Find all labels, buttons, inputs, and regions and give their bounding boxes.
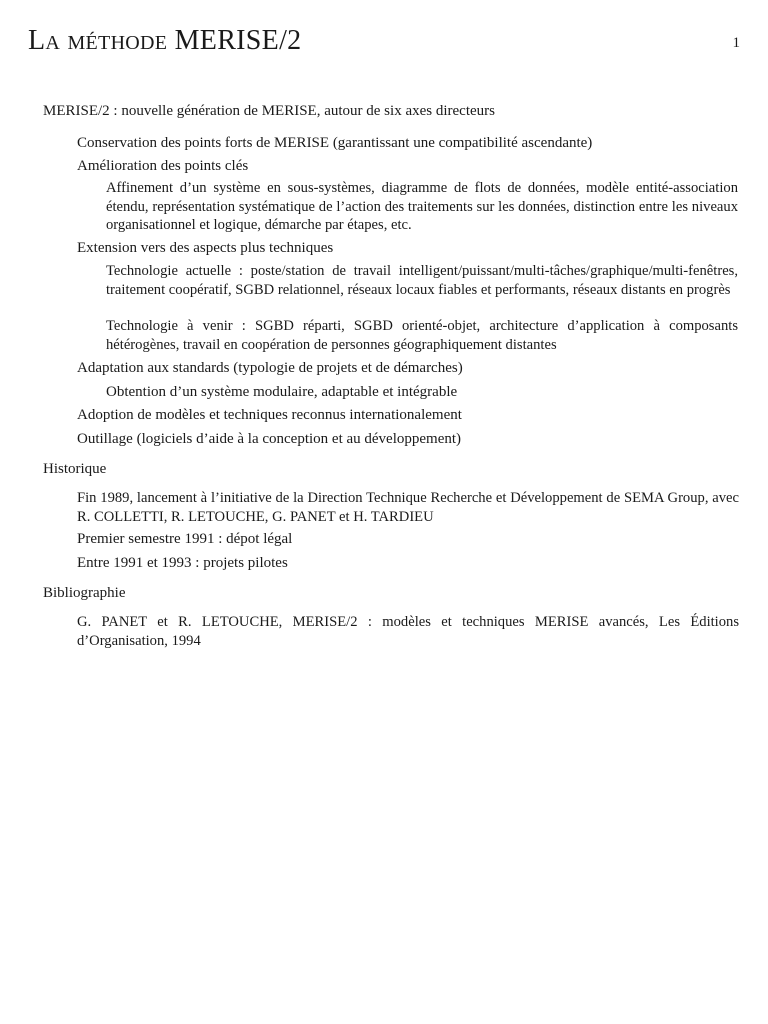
list-item: Entre 1991 et 1993 : projets pilotes xyxy=(77,555,288,571)
sub-list-item: Affinement d’un système en sous-systèmes, diagramme de flots de données, modèle entité-association étendu, représentation systématique de l’action des traitements sur les données, distinction entre les niveaux organisationnel et logique, démarche par étapes, etc. xyxy=(106,180,738,233)
list-item: Adaptation aux standards (typologie de projets et de démarches) xyxy=(77,360,463,376)
page-header xyxy=(28,24,740,64)
section-heading-merise2: MERISE/2 : nouvelle génération de MERISE, autour de six axes directeurs xyxy=(43,103,495,119)
list-item: Fin 1989, lancement à l’initiative de la Direction Technique Recherche et Développement de SEMA Group, avec R. COLLETTI, R. LETOUCHE, G. PANET et H. TARDIEU xyxy=(77,490,739,525)
list-item: Conservation des points forts de MERISE (garantissant une compatibilité ascendante) xyxy=(77,135,593,151)
list-item: Amélioration des points clés xyxy=(77,158,249,174)
list-item: G. PANET et R. LETOUCHE, MERISE/2 : modèles et techniques MERISE avancés, Les Éditions d’Organisation, 1994 xyxy=(77,614,739,649)
sub-list-item: Technologie actuelle : poste/station de travail intelligent/puissant/multi-tâches/graphique/multi-fenêtres, traitement coopératif, SGBD relationnel, réseaux locaux fiables et performants, réseaux distants en progrès xyxy=(106,263,738,298)
page-number: 1 xyxy=(732,35,740,51)
list-item: Adoption de modèles et techniques reconnus internationalement xyxy=(77,407,462,423)
section-heading-bibliographie: Bibliographie xyxy=(43,585,126,601)
list-item: Outillage (logiciels d’aide à la conception et au développement) xyxy=(77,431,462,447)
list-item: Extension vers des aspects plus techniques xyxy=(77,240,334,256)
sub-list-item: Obtention d’un système modulaire, adaptable et intégrable xyxy=(106,384,458,400)
section-heading-historique: Historique xyxy=(43,461,107,477)
list-item: Premier semestre 1991 : dépot légal xyxy=(77,531,293,547)
page-title: La méthode MERISE/2 xyxy=(28,25,302,56)
sub-list-item: Technologie à venir : SGBD réparti, SGBD orienté-objet, architecture d’application à composants hétérogènes, travail en coopération de personnes géographiquement distantes xyxy=(106,318,738,353)
